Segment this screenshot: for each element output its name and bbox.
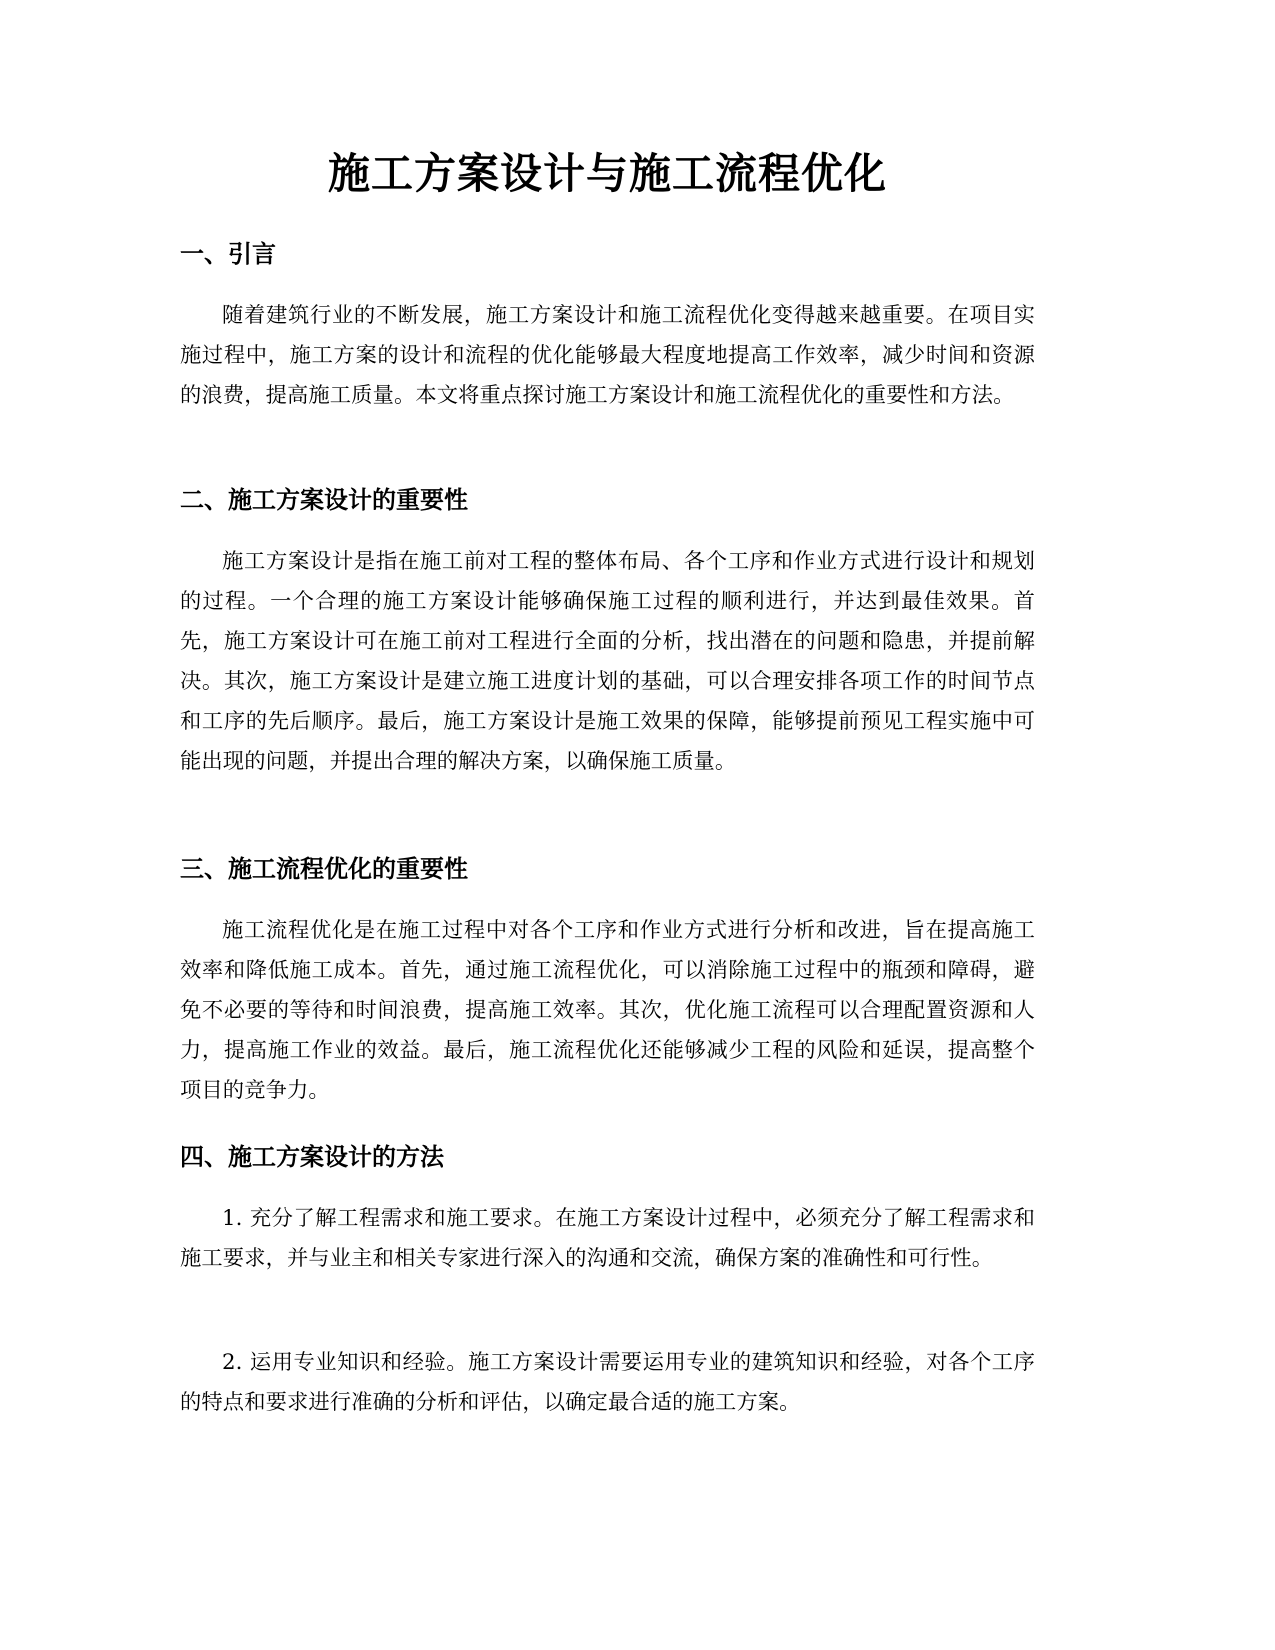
paragraph-method-2: 2. 运用专业知识和经验。施工方案设计需要运用专业的建筑知识和经验，对各个工序的特点和要求进行准确的分析和评估，以确定最合适的施工方案。 [180, 1350, 1035, 1415]
section-heading-plan-importance: 二、施工方案设计的重要性 [180, 486, 468, 514]
paragraph-introduction: 随着建筑行业的不断发展，施工方案设计和施工流程优化变得越来越重要。在项目实施过程中，施工方案的设计和流程的优化能够最大程度地提高工作效率，减少时间和资源的浪费，提高施工质量。本文将重点探讨施工方案设计和施工流程优化的重要性和方法。 [180, 303, 1035, 408]
section-heading-process-importance: 三、施工流程优化的重要性 [180, 855, 468, 883]
paragraph-method-1: 1. 充分了解工程需求和施工要求。在施工方案设计过程中，必须充分了解工程需求和施工要求，并与业主和相关专家进行深入的沟通和交流，确保方案的准确性和可行性。 [180, 1206, 1035, 1271]
section-heading-plan-methods: 四、施工方案设计的方法 [180, 1143, 444, 1171]
document-page [180, 0, 1035, 1650]
section-heading-introduction: 一、引言 [180, 240, 276, 268]
document-title: 施工方案设计与施工流程优化 [327, 149, 887, 198]
paragraph-process-importance: 施工流程优化是在施工过程中对各个工序和作业方式进行分析和改进，旨在提高施工效率和降低施工成本。首先，通过施工流程优化，可以消除施工过程中的瓶颈和障碍，避免不必要的等待和时间浪费，提高施工效率。其次，优化施工流程可以合理配置资源和人力，提高施工作业的效益。最后，施工流程优化还能够减少工程的风险和延误，提高整个项目的竞争力。 [180, 918, 1035, 1103]
paragraph-plan-importance: 施工方案设计是指在施工前对工程的整体布局、各个工序和作业方式进行设计和规划的过程。一个合理的施工方案设计能够确保施工过程的顺利进行，并达到最佳效果。首先，施工方案设计可在施工前对工程进行全面的分析，找出潜在的问题和隐患，并提前解决。其次，施工方案设计是建立施工进度计划的基础，可以合理安排各项工作的时间节点和工序的先后顺序。最后，施工方案设计是施工效果的保障，能够提前预见工程实施中可能出现的问题，并提出合理的解决方案，以确保施工质量。 [180, 549, 1035, 774]
